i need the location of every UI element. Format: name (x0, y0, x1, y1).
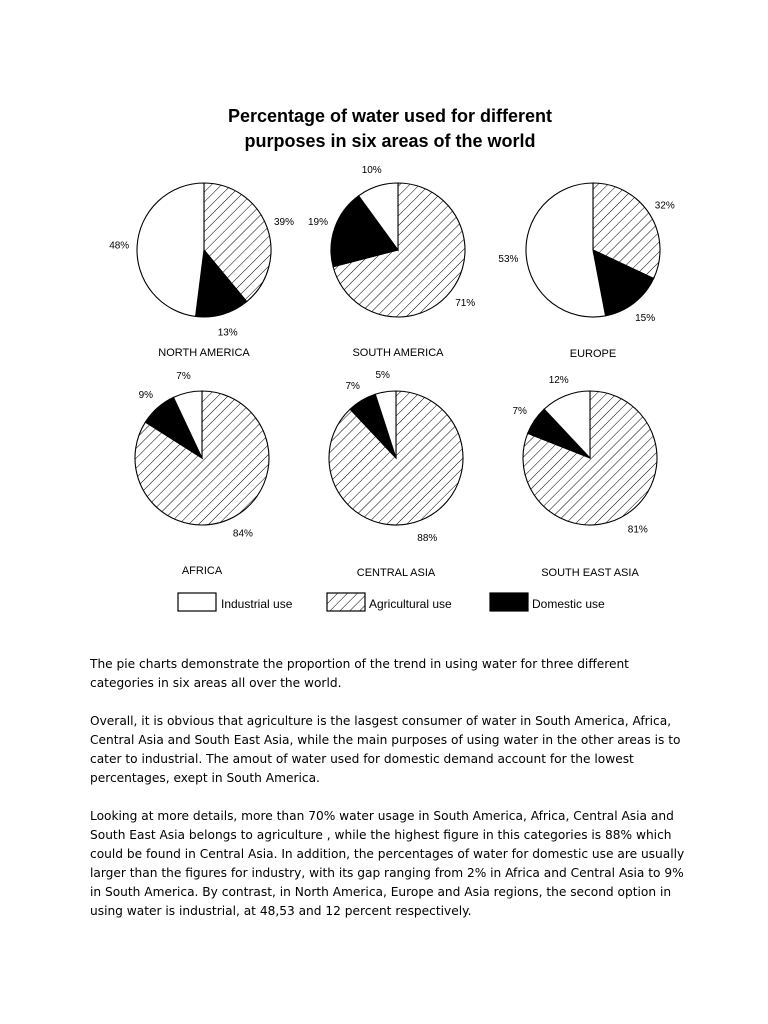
pie-area-label-central-asia: CENTRAL ASIA (356, 567, 436, 579)
legend (178, 593, 605, 611)
pie-area-label-north-america: NORTH AMERICA (158, 347, 250, 359)
pie-label-central-asia-agricultural-use: 88% (417, 533, 438, 544)
pie-label-south-america-industrial-use: 10% (361, 165, 382, 177)
essay-paragraph-2: Overall, it is obvious that agriculture is the lasgest consumer of water in South America, Africa, Central Asia and South East Asia, while the main purposes of using water in the other areas is to cater to industrial. The amout of water used for domestic demand account for the lowest percentages, exept in South America. (90, 714, 681, 785)
pie-label-africa-domestic-use: 9% (138, 390, 154, 402)
pie-label-europe-domestic-use: 15% (635, 313, 656, 325)
pie-label-north-america-domestic-use: 13% (217, 327, 238, 339)
pie-charts (109, 165, 675, 579)
pie-label-south-america-agricultural-use: 71% (455, 298, 476, 310)
legend-label-agricultural: Agricultural use (369, 597, 452, 611)
legend-swatch-domestic (490, 593, 528, 611)
pie-label-south-east-asia-agricultural-use: 81% (627, 524, 648, 536)
pie-slice-north-america-industrial-use (137, 183, 204, 316)
chart-title-line-2: purposes in six areas of the world (244, 131, 536, 151)
pie-label-south-east-asia-industrial-use: 12% (548, 375, 569, 386)
pie-label-africa-agricultural-use: 84% (232, 528, 253, 540)
pie-area-label-africa: AFRICA (181, 565, 223, 577)
pie-area-label-europe: EUROPE (569, 348, 617, 360)
legend-label-domestic: Domestic use (532, 597, 605, 611)
pie-label-africa-industrial-use: 7% (176, 371, 191, 382)
essay-paragraph-1: The pie charts demonstrate the proportion of the trend in using water for three different categories in six areas all over the world. (90, 657, 629, 690)
pie-label-central-asia-industrial-use: 5% (375, 370, 390, 381)
legend-swatch-industrial (178, 593, 216, 611)
legend-label-industrial: Industrial use (221, 597, 293, 611)
essay-text (90, 655, 690, 940)
essay-paragraph-3: Looking at more details, more than 70% water usage in South America, Africa, Central Asia and South East Asia belongs to agriculture , while the highest figure in this categories is 88% which could be found in Central Asia. In addition, the percentages of water for domestic use are usually larger than the figures for industry, with its gap ranging from 2% in Africa and Central Asia to 9% in South America. By contrast, in North America, Europe and Asia regions, the second option in using water is industrial, at 48,53 and 12 percent respectively. (90, 809, 685, 918)
pie-label-north-america-industrial-use: 48% (109, 240, 130, 252)
pie-label-central-asia-domestic-use: 7% (345, 380, 360, 392)
pie-label-south-america-domestic-use: 19% (307, 217, 329, 229)
pie-label-europe-agricultural-use: 32% (654, 200, 675, 212)
chart-title-line-1: Percentage of water used for different (227, 106, 553, 126)
pie-label-north-america-agricultural-use: 39% (273, 217, 295, 229)
pie-area-label-south-east-asia: SOUTH EAST ASIA (541, 567, 639, 579)
pie-area-label-south-america: SOUTH AMERICA (352, 347, 444, 359)
pie-label-south-east-asia-domestic-use: 7% (512, 406, 527, 418)
legend-swatch-agricultural (327, 593, 365, 611)
pie-label-europe-industrial-use: 53% (498, 254, 519, 265)
